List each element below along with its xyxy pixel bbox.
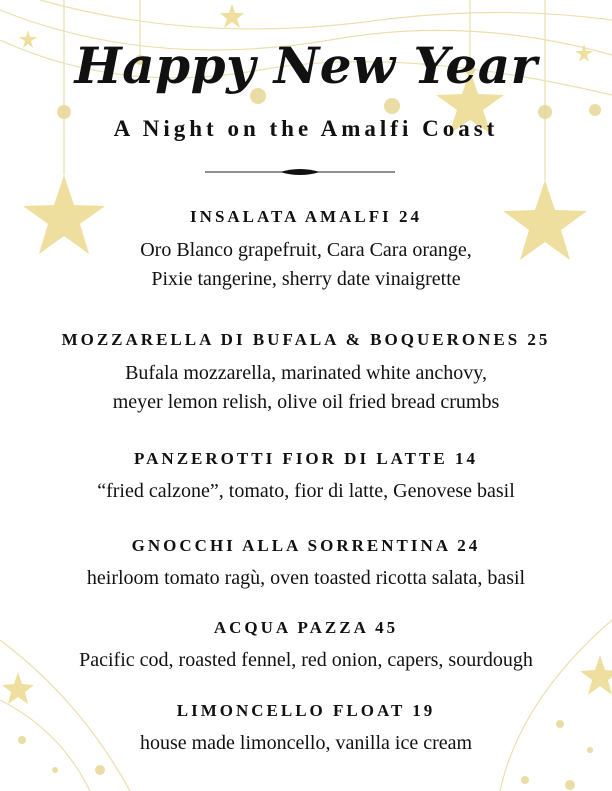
- page-subtitle: A Night on the Amalfi Coast: [113, 116, 499, 141]
- menu-item: [0, 329, 612, 417]
- menu-item: [0, 535, 612, 593]
- menu-item: [0, 617, 612, 675]
- ornamental-divider: [205, 166, 395, 178]
- menu-item: [0, 700, 612, 758]
- dish-name: ACQUA PAZZA 45: [213, 618, 399, 637]
- dish-description-line: house made limoncello, vanilla ice cream: [139, 732, 473, 754]
- dish-description-line: Pacific cod, roasted fennel, red onion, capers, sourdough: [79, 649, 533, 671]
- dish-name: INSALATA AMALFI 24: [190, 207, 422, 226]
- dish-name: GNOCCHI ALLA SORRENTINA 24: [131, 536, 481, 555]
- dish-description-line: Oro Blanco grapefruit, Cara Cara orange,: [140, 239, 472, 261]
- dish-description-line: heirloom tomato ragù, oven toasted ricotta salata, basil: [86, 567, 526, 589]
- page-title: Happy New Year: [74, 36, 538, 95]
- dish-description-line: Pixie tangerine, sherry date vinaigrette: [151, 268, 461, 290]
- dish-name: MOZZARELLA DI BUFALA & BOQUERONES 25: [61, 330, 551, 349]
- dish-name: PANZEROTTI FIOR DI LATTE 14: [134, 449, 478, 468]
- dish-description-line: “fried calzone”, tomato, fior di latte, Genovese basil: [97, 480, 515, 502]
- dish-description-line: Bufala mozzarella, marinated white anchovy,: [125, 362, 487, 384]
- dish-name: LIMONCELLO FLOAT 19: [176, 701, 436, 720]
- menu-item: [0, 448, 612, 506]
- dish-description-line: meyer lemon relish, olive oil fried bread crumbs: [112, 391, 500, 413]
- menu-item: [0, 206, 612, 294]
